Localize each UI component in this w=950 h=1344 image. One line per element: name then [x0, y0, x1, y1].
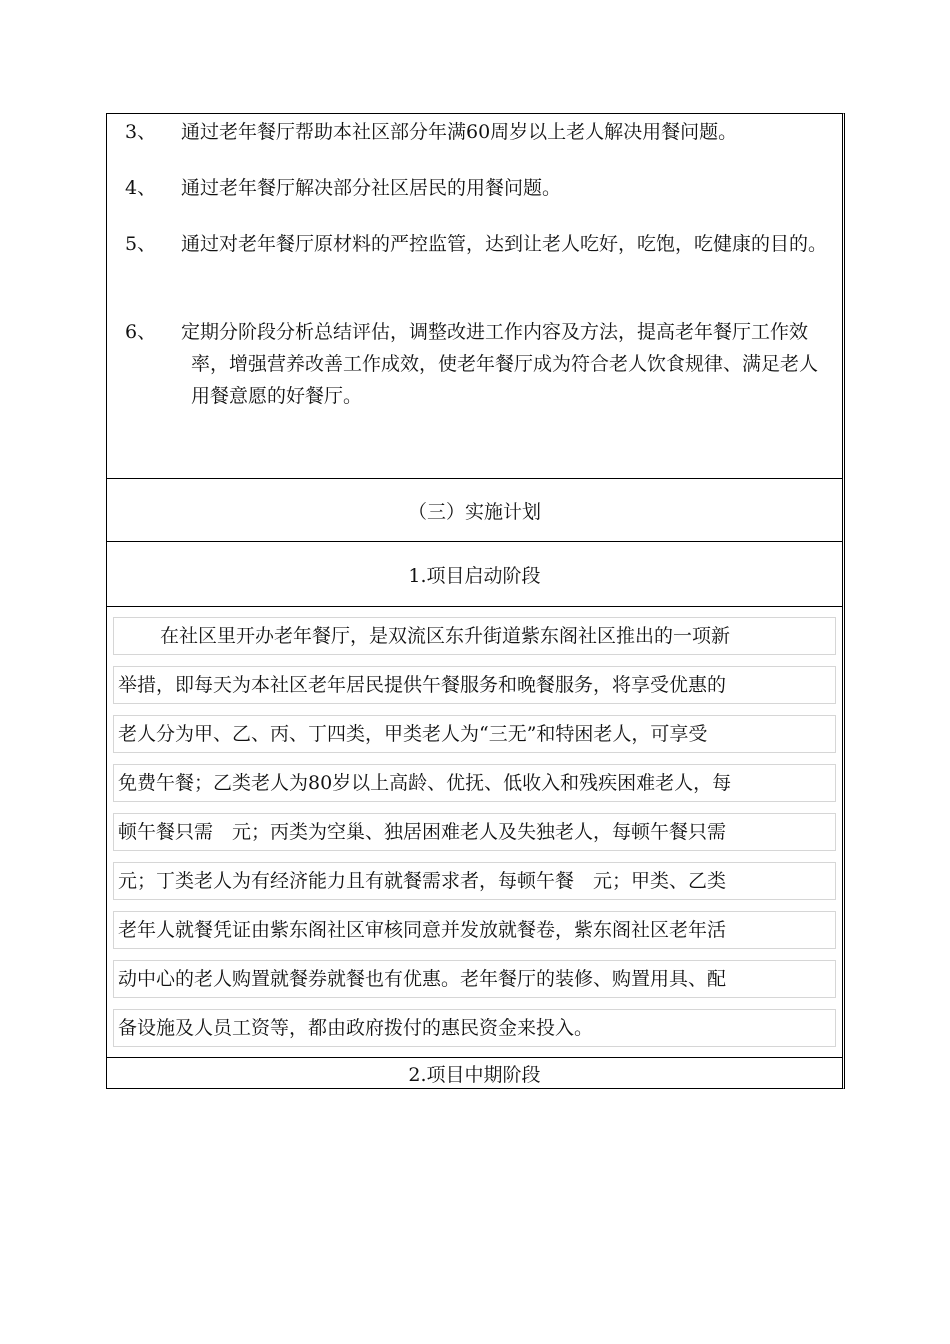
phase2-heading: 2.项目中期阶段: [408, 1063, 541, 1086]
content-table: [106, 113, 845, 1089]
phase1-heading: 1.项目启动阶段: [107, 542, 842, 607]
list-item: [125, 316, 828, 412]
list-item-text: 通过老年餐厅解决部分社区居民的用餐问题。: [181, 177, 562, 199]
list-item-text: 通过老年餐厅帮助本社区部分年满60周岁以上老人解决用餐问题。: [181, 121, 738, 143]
paragraph-line: 元；丁类老人为有经济能力且有就餐需求者，每顿午餐 元；甲类、乙类: [113, 862, 836, 900]
phase1-paragraph-cell: [107, 607, 842, 1058]
paragraph-line: 举措，即每天为本社区老年居民提供午餐服务和晚餐服务，将享受优惠的: [113, 666, 836, 704]
objectives-list-cell: [107, 114, 842, 479]
list-item-text: 定期分阶段分析总结评估，调整改进工作内容及方法，提高老年餐厅工作效率，增强营养改善工作成效，使老年餐厅成为符合老人饮食规律、满足老人用餐意愿的好餐厅。: [181, 321, 819, 407]
list-item: [125, 116, 828, 148]
paragraph-line: 动中心的老人购置就餐券就餐也有优惠。老年餐厅的装修、购置用具、配: [113, 960, 836, 998]
list-item: [125, 172, 828, 204]
paragraph-line: 顿午餐只需 元；丙类为空巢、独居困难老人及失独老人，每顿午餐只需: [113, 813, 836, 851]
section-heading: （三）实施计划: [107, 479, 842, 542]
paragraph-line: 老年人就餐凭证由紫东阁社区审核同意并发放就餐卷，紫东阁社区老年活: [113, 911, 836, 949]
paragraph-line: 备设施及人员工资等，都由政府拨付的惠民资金来投入。: [113, 1009, 836, 1047]
list-item: [125, 228, 828, 260]
paragraph-line: 老人分为甲、乙、丙、丁四类，甲类老人为“三无”和特困老人，可享受: [113, 715, 836, 753]
list-item-number: 3、: [125, 121, 157, 143]
paragraph-line: 免费午餐；乙类老人为80岁以上高龄、优抚、低收入和残疾困难老人，每: [113, 764, 836, 802]
list-item-number: 4、: [125, 177, 157, 199]
paragraph-line: 在社区里开办老年餐厅，是双流区东升街道紫东阁社区推出的一项新: [113, 617, 836, 655]
list-item-text: 通过对老年餐厅原材料的严控监管，达到让老人吃好，吃饱，吃健康的目的。: [181, 233, 828, 255]
list-item-number: 5、: [125, 233, 157, 255]
list-item-number: 6、: [125, 321, 157, 343]
